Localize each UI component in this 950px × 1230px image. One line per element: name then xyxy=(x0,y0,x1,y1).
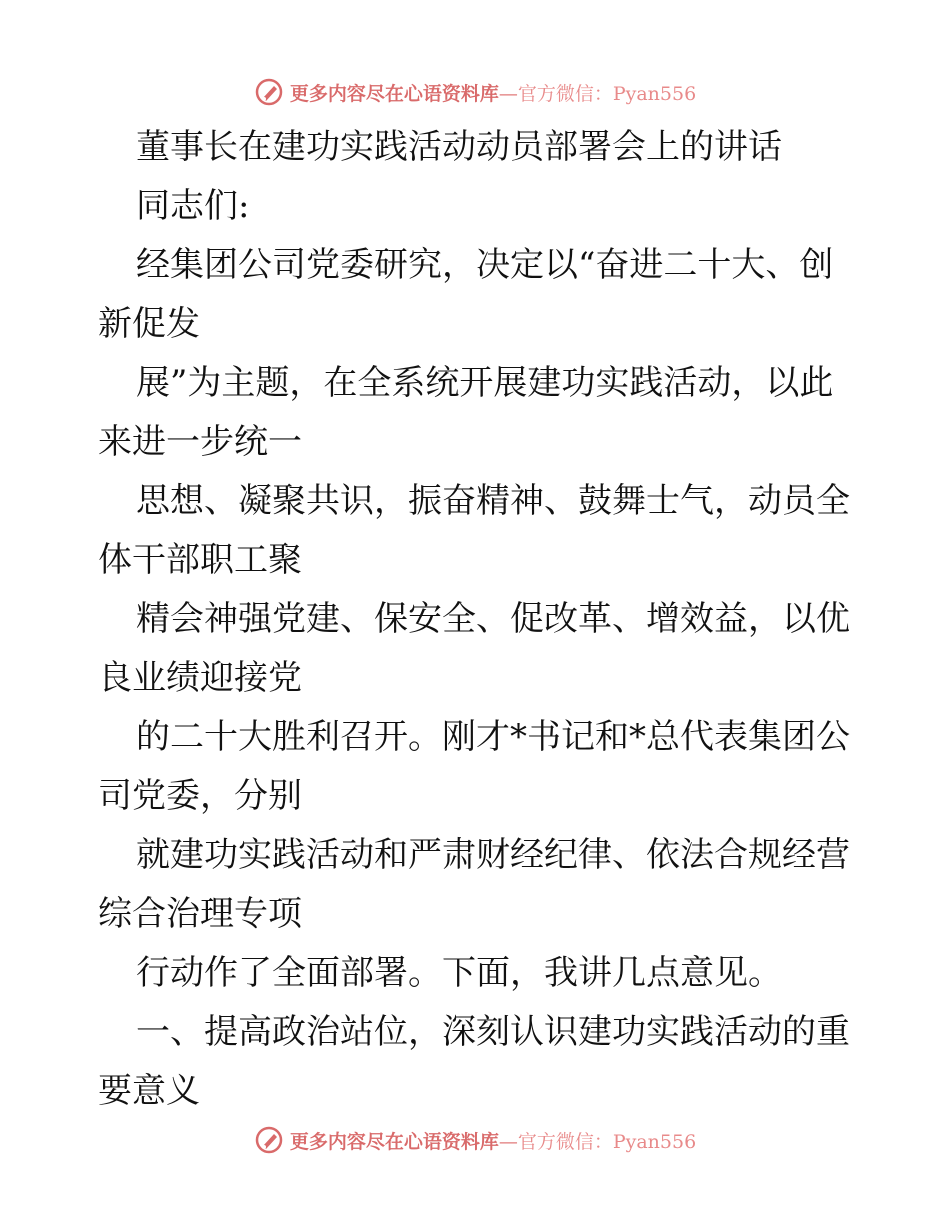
document-body xyxy=(98,118,858,1121)
watermark-dash: — xyxy=(498,82,518,105)
paragraph-line: 经集团公司党委研究，决定以“奋进二十大、创 xyxy=(136,245,834,285)
paragraph-line: 一、提高政治站位，深刻认识建功实践活动的重 xyxy=(136,1012,850,1052)
watermark-brand: 更多内容尽在心语资料库 xyxy=(289,82,499,105)
paragraph-line: 新促发 xyxy=(98,304,200,344)
watermark-brand: 更多内容尽在心语资料库 xyxy=(289,1130,499,1153)
watermark-text xyxy=(290,1127,696,1154)
paragraph-line: 思想、凝聚共识，振奋精神、鼓舞士气，动员全 xyxy=(136,481,850,521)
paragraph-line: 司党委，分别 xyxy=(98,776,302,816)
paragraph-line: 综合治理专项 xyxy=(98,894,302,934)
paragraph-line: 良业绩迎接党 xyxy=(98,658,302,698)
watermark-wechat: 官方微信：Pyan556 xyxy=(517,82,697,105)
watermark-wechat: 官方微信：Pyan556 xyxy=(517,1130,697,1153)
paragraph-line: 展”为主题，在全系统开展建功实践活动，以此 xyxy=(136,363,834,403)
pen-logo-icon xyxy=(254,1125,284,1155)
paragraph-line: 来进一步统一 xyxy=(98,422,302,462)
paragraph-line: 就建功实践活动和严肃财经纪律、依法合规经营 xyxy=(136,835,850,875)
watermark-dash: — xyxy=(498,1130,518,1153)
paragraph-line: 要意义 xyxy=(98,1071,200,1111)
paragraph-line: 同志们: xyxy=(136,186,250,226)
paragraph-line: 精会神强党建、保安全、促改革、增效益，以优 xyxy=(136,599,850,639)
paragraph-line: 行动作了全面部署。下面，我讲几点意见。 xyxy=(136,953,782,993)
pen-logo-icon xyxy=(254,77,284,107)
paragraph-line: 体干部职工聚 xyxy=(98,540,302,580)
watermark-text xyxy=(290,79,696,106)
paragraph-line: 的二十大胜利召开。刚才*书记和*总代表集团公 xyxy=(136,717,850,757)
footer-watermark xyxy=(0,1120,950,1160)
document-title: 董事长在建功实践活动动员部署会上的讲话 xyxy=(136,127,782,167)
header-watermark xyxy=(0,72,950,112)
